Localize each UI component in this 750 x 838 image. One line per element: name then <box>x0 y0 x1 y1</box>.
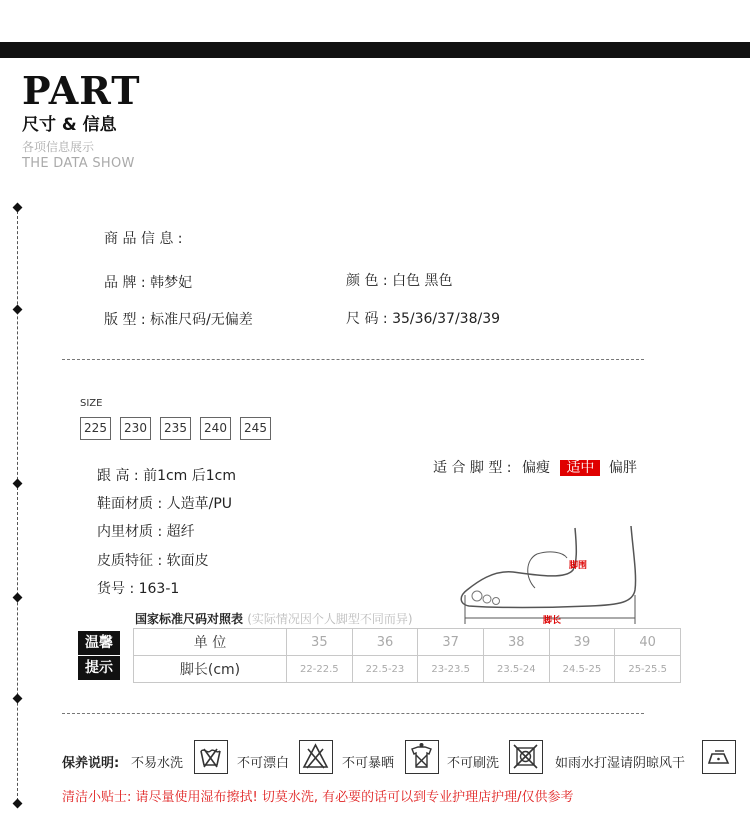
table-cell: 23.5-24 <box>483 656 549 683</box>
girth-label: 脚围 <box>569 561 588 571</box>
tip-badge-top: 温馨 <box>78 631 120 655</box>
size-table-title <box>135 610 413 627</box>
page-title: PART <box>22 68 141 113</box>
tip-badge-bottom: 提示 <box>78 656 120 680</box>
timeline-dot <box>13 799 23 809</box>
size-option: 245 <box>240 417 271 440</box>
size-option: 230 <box>120 417 151 440</box>
timeline-dot <box>13 203 23 213</box>
table-cell: 40 <box>615 629 681 656</box>
table-header-unit: 单 位 <box>134 629 287 656</box>
page-subtitle: 尺寸 & 信息 <box>22 115 117 135</box>
girth-arc <box>528 554 537 588</box>
table-cell: 37 <box>418 629 484 656</box>
table-cell: 25-25.5 <box>615 656 681 683</box>
divider <box>62 713 644 714</box>
brand-info: 品 牌 : 韩梦妃 <box>104 275 193 291</box>
foot-fit-row <box>433 457 637 477</box>
girth-arc-arrow <box>537 552 567 558</box>
care-no-sun: 不可暴晒 <box>342 756 395 771</box>
iron-icon <box>702 740 736 774</box>
timeline-line <box>17 206 18 806</box>
fit-type-info: 版 型 : 标准尺码/无偏差 <box>104 312 253 328</box>
care-no-brush: 不可刷洗 <box>447 756 500 771</box>
care-label: 保养说明: <box>62 756 120 771</box>
timeline-dot <box>13 305 23 315</box>
toe-mark <box>493 598 500 605</box>
timeline-dot <box>13 694 23 704</box>
toe-mark <box>472 591 482 601</box>
size-table-note: (实际情况因个人脚型不同而异) <box>247 612 413 626</box>
table-cell: 36 <box>352 629 418 656</box>
toe-mark <box>483 595 491 603</box>
no-bleach-icon <box>299 740 333 774</box>
foot-diagram <box>455 520 655 630</box>
size-option: 235 <box>160 417 191 440</box>
size-label: SIZE <box>80 398 103 409</box>
upper-material: 鞋面材质 : 人造革/PU <box>97 496 233 512</box>
table-cell: 23-23.5 <box>418 656 484 683</box>
item-number: 货号 : 163-1 <box>97 581 180 597</box>
table-cell: 38 <box>483 629 549 656</box>
table-header-length: 脚长(cm) <box>134 656 287 683</box>
table-cell: 22.5-23 <box>352 656 418 683</box>
table-cell: 22-22.5 <box>287 656 353 683</box>
size-table <box>133 628 681 683</box>
timeline-dot <box>13 479 23 489</box>
caption-cn: 各项信息展示 <box>22 140 95 154</box>
caption-en: THE DATA SHOW <box>22 156 135 171</box>
color-info: 颜 色 : 白色 黑色 <box>346 273 453 289</box>
no-sun-icon <box>405 740 439 774</box>
table-cell: 35 <box>287 629 353 656</box>
cleaning-tip: 清洁小贴士: 请尽量使用湿布擦拭! 切莫水洗, 有必要的话可以到专业护理店护理/仅供参考 <box>62 790 574 805</box>
table-row <box>134 629 681 656</box>
foot-fit-label: 适 合 脚 型 : <box>433 460 512 476</box>
care-rain-dry: 如雨水打湿请阴晾风干 <box>555 756 686 771</box>
table-row <box>134 656 681 683</box>
leather-feature: 皮质特征 : 软面皮 <box>97 553 209 569</box>
table-cell: 24.5-25 <box>549 656 615 683</box>
care-no-wash: 不易水洗 <box>131 756 184 771</box>
size-range-info: 尺 码 : 35/36/37/38/39 <box>346 311 501 327</box>
size-option: 240 <box>200 417 231 440</box>
product-info-heading: 商 品 信 息 : <box>104 231 183 247</box>
lining-material: 内里材质 : 超纤 <box>97 524 195 540</box>
size-table-title-text: 国家标准尺码对照表 <box>135 612 244 626</box>
table-cell: 39 <box>549 629 615 656</box>
top-bar <box>0 42 750 58</box>
no-brush-icon <box>509 740 543 774</box>
heel-height: 跟 高 : 前1cm 后1cm <box>97 468 237 484</box>
foot-fit-wide: 偏胖 <box>608 460 637 476</box>
size-option: 225 <box>80 417 111 440</box>
timeline-dot <box>13 593 23 603</box>
length-label: 脚长 <box>543 616 562 626</box>
no-wash-icon <box>194 740 228 774</box>
foot-fit-thin: 偏瘦 <box>521 460 550 476</box>
foot-fit-normal: 适中 <box>560 460 600 476</box>
divider <box>62 359 644 360</box>
care-no-bleach: 不可漂白 <box>237 756 290 771</box>
